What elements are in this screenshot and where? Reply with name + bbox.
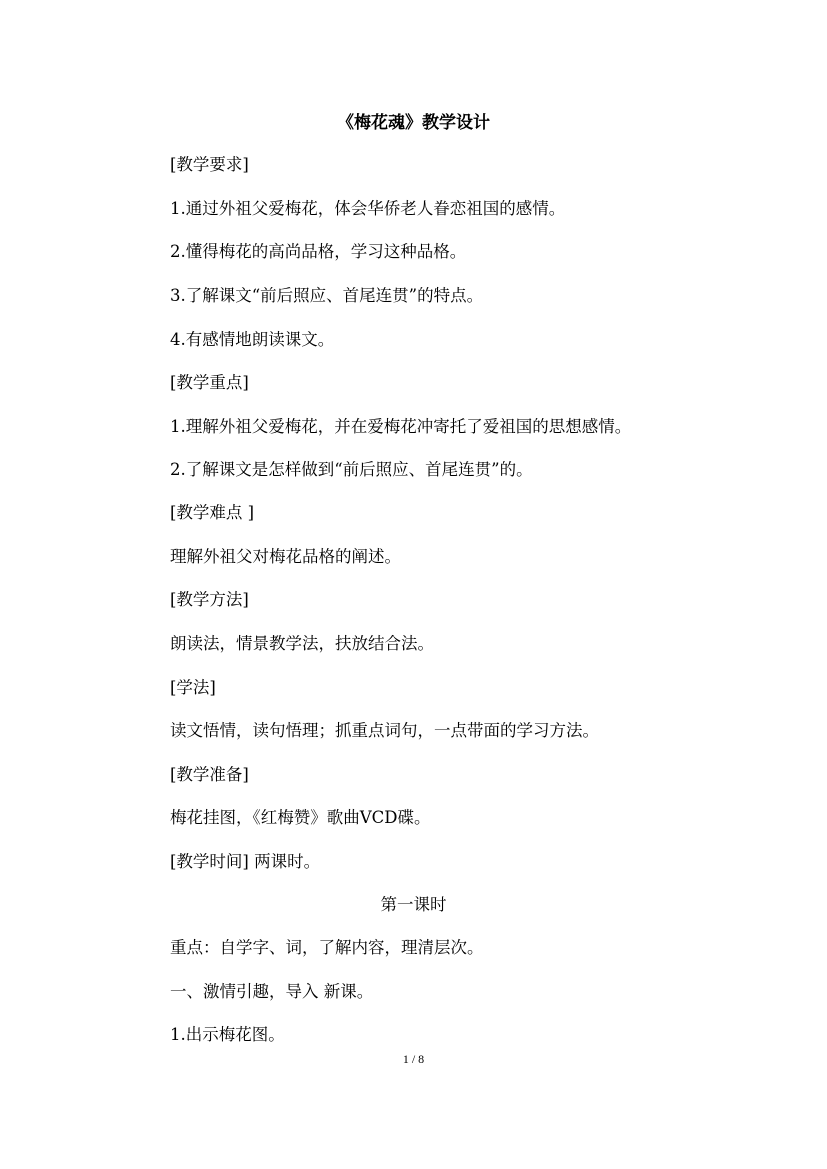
paragraph-line: 朗读法，情景教学法，扶放结合法。 bbox=[170, 634, 434, 653]
paragraph-line: 读文悟情，读句悟理；抓重点词句，一点带面的学习方法。 bbox=[170, 721, 599, 740]
paragraph-line: 3.了解课文“前后照应、首尾连贯”的特点。 bbox=[170, 286, 484, 305]
paragraph-line: 4.有感情地朗读课文。 bbox=[170, 330, 335, 349]
section-header-teaching-requirements: [教学要求] bbox=[170, 155, 249, 174]
paragraph-line: 一、激情引趣，导入 新课。 bbox=[170, 982, 374, 1001]
paragraph-line: 1.出示梅花图。 bbox=[170, 1025, 285, 1044]
section-header-teaching-time: [教学时间] 两课时。 bbox=[170, 852, 321, 871]
paragraph-line: 理解外祖父对梅花品格的阐述。 bbox=[170, 547, 401, 566]
paragraph-line: 1.通过外祖父爱梅花，体会华侨老人眷恋祖国的感情。 bbox=[170, 199, 566, 218]
section-header-teaching-focus: [教学重点] bbox=[170, 373, 249, 392]
section-header-learning-method: [学法] bbox=[170, 678, 216, 697]
document-title: 《梅花魂》教学设计 bbox=[337, 113, 490, 133]
lesson-heading: 第一课时 bbox=[380, 895, 447, 914]
section-header-teaching-difficulty: [教学难点 ] bbox=[170, 503, 255, 522]
section-header-teaching-preparation: [教学准备] bbox=[170, 765, 249, 784]
page-number: 1 / 8 bbox=[402, 1052, 425, 1066]
section-header-teaching-method: [教学方法] bbox=[170, 590, 249, 609]
paragraph-line: 梅花挂图，《红梅赞》歌曲VCD碟。 bbox=[170, 808, 431, 827]
paragraph-line: 1.理解外祖父爱梅花，并在爱梅花冲寄托了爱祖国的思想感情。 bbox=[170, 417, 632, 436]
paragraph-line: 2.懂得梅花的高尚品格，学习这种品格。 bbox=[170, 242, 467, 261]
paragraph-line: 重点：自学字、词，了解内容，理清层次。 bbox=[170, 938, 484, 957]
paragraph-line: 2.了解课文是怎样做到“前后照应、首尾连贯”的。 bbox=[170, 460, 533, 479]
